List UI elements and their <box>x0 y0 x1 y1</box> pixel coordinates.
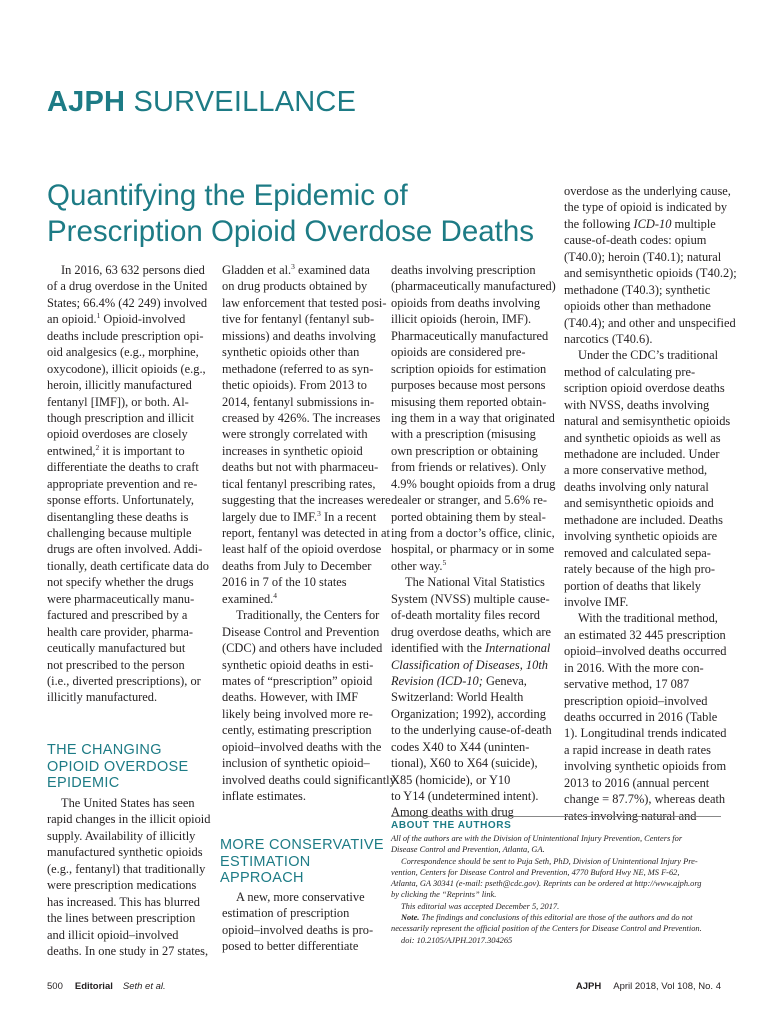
column-2-continued <box>222 889 380 955</box>
text-line: deaths involving only natural <box>564 479 709 494</box>
text-line: method of calculating pre- <box>564 364 696 379</box>
text-line: codes X40 to X44 (uninten- <box>391 739 530 754</box>
text-line: appropriate prevention and re- <box>47 476 198 491</box>
about-body <box>391 833 721 946</box>
text-line: opioid–involved deaths with the <box>222 739 382 754</box>
text-line: involving synthetic opioids from <box>564 759 727 774</box>
text-line: The National Vital Statistics <box>405 575 545 590</box>
text-line: ceutically manufactured but <box>47 641 186 656</box>
text-line: were prescription medications <box>47 878 197 893</box>
text-line: thetic opioids). From 2013 to <box>222 378 367 393</box>
text-line: 2013 to 2016 (annual percent <box>564 775 710 790</box>
text-line: mates of “prescription” opioid <box>222 673 373 688</box>
about-line: by clicking the “Reprints” link. <box>391 890 497 900</box>
text-line: creased by 426%. The increases <box>222 410 381 425</box>
text-line: in 2016. With the more con- <box>564 660 704 675</box>
text-line: removed and calculated sepa- <box>564 545 711 560</box>
text-line: natural and semisynthetic opioids <box>564 414 731 429</box>
text-line: tionally, death certificate data do <box>47 558 209 573</box>
text-line: oid analgesics (e.g., morphine, <box>47 345 199 360</box>
text-line: ported obtaining them by steal- <box>391 509 546 524</box>
text-line: estimation of prescription <box>222 906 350 921</box>
text-line: challenging because multiple <box>47 526 192 540</box>
text-line: cently, estimating prescription <box>222 723 372 738</box>
text-line: illicit opioids (heroin, IMF). <box>391 312 532 327</box>
about-line: vention, Centers for Disease Control and Prevention, 4770 Buford Hwy NE, MS F-62, <box>391 867 680 877</box>
article-type: Editorial <box>74 981 113 992</box>
about-line: Atlanta, GA 30341 (e-mail: pseth@cdc.gov). Reprints can be ordered at http://www.ajph.org <box>391 879 702 889</box>
text-line: Organization; 1992), according <box>391 706 546 721</box>
text-line: and semisynthetic opioids and <box>564 496 714 511</box>
text-line: synthetic opioid deaths in esti- <box>222 657 374 672</box>
text-line: overdose as the underlying cause, <box>564 184 731 198</box>
text-line: servative method, 17 087 <box>564 677 690 692</box>
text-line: Switzerland: World Health <box>391 690 524 705</box>
text-line: law enforcement that tested posi- <box>222 295 387 310</box>
text-line: 1). Longitudinal trends indicated <box>564 726 727 741</box>
text-line: own prescription or obtaining <box>391 443 538 458</box>
text-line: rates involving natural and <box>564 808 697 823</box>
text-line: opioids are considered pre- <box>391 345 526 360</box>
column-1-continued <box>47 795 209 959</box>
text-line: misusing them reported obtain- <box>391 394 547 409</box>
text-line: least half of the opioid overdose <box>222 542 382 557</box>
text-line: methadone (T40.3); synthetic <box>564 282 711 297</box>
text-line: an estimated 32 445 prescription <box>564 627 726 642</box>
column-1 <box>47 262 209 706</box>
text-line: Pharmaceutically manufactured <box>391 328 549 343</box>
text-line: a rapid increase in death rates <box>564 742 711 757</box>
footer-right <box>576 981 721 992</box>
text-line: were strongly correlated with <box>222 427 368 442</box>
text-line: differentiate the deaths to craft <box>47 460 199 475</box>
text-line: cause-of-death codes: opium <box>564 233 707 248</box>
text-line: (i.e., diverted prescriptions), or <box>47 673 201 688</box>
text-line: report, fentanyl was detected in at <box>222 526 390 540</box>
text-line: health care provider, pharma- <box>47 624 194 639</box>
text-line: With the traditional method, <box>578 611 718 626</box>
page-number: 500 <box>47 981 63 992</box>
about-line: This editorial was accepted December 5, 2017. <box>401 901 560 911</box>
text-line: to the underlying cause-of-death <box>391 723 552 738</box>
text-line: opioid overdoses are closely <box>47 427 188 442</box>
text-line: A new, more conservative <box>236 890 365 904</box>
subheading-changing-epidemic <box>47 742 188 792</box>
text-line: inflate estimates. <box>222 789 306 803</box>
text-line: (pharmaceutically manufactured) <box>391 279 556 294</box>
text-line: disentangling these deaths is <box>47 509 189 524</box>
text-line: missions) and deaths involving <box>222 328 376 343</box>
text-line: largely due to IMF.$^3$ In a recent <box>222 508 377 524</box>
text-line: ing from a doctor’s office, clinic, <box>391 526 555 540</box>
subheading-line: OPIOID OVERDOSE <box>47 758 189 775</box>
title-line: Prescription Opioid Overdose Deaths <box>47 215 534 248</box>
text-line: synthetic opioids other than <box>222 345 360 360</box>
text-line: methadone (referred to as syn- <box>222 361 374 376</box>
text-line: factured and prescribed by a <box>47 608 188 623</box>
text-line: rately because of the high pro- <box>564 562 716 577</box>
text-line: Disease Control and Prevention <box>222 624 380 639</box>
text-line: an opioid.$^1$ Opioid-involved <box>47 311 186 327</box>
text-line: oxycodone), illicit opioids (e.g., <box>47 361 206 376</box>
text-line: posed to better differentiate <box>222 939 359 954</box>
text-line: suggesting that the increases were <box>222 493 391 508</box>
text-line: rapid changes in the illicit opioid <box>47 812 211 827</box>
text-line: on drug products obtained by <box>222 279 368 294</box>
subheading-conservative-approach <box>220 837 384 887</box>
text-line: opioids other than methadone <box>564 299 711 314</box>
about-heading: ABOUT THE AUTHORS <box>391 820 512 831</box>
about-line: Correspondence should be sent to Puja Seth, PhD, Division of Unintentional Injury Pre- <box>401 856 698 866</box>
text-line: and semisynthetic opioids (T40.2); <box>564 266 737 281</box>
text-line: dealer or stranger, and 5.6% re- <box>391 493 548 508</box>
footer-issue: April 2018, Vol 108, No. 4 <box>613 981 721 992</box>
text-line: the type of opioid is indicated by <box>564 200 728 215</box>
text-line: inclusion of synthetic opioid– <box>222 756 370 771</box>
about-line: All of the authors are with the Division of Unintentional Injury Prevention, Centers for <box>391 834 683 843</box>
text-line: involving synthetic opioids are <box>564 529 718 544</box>
text-line: manufactured synthetic opioids <box>47 845 203 860</box>
about-line: Note. The findings and conclusions of this editorial are those of the authors and do not <box>401 913 693 923</box>
footer-left <box>47 981 166 992</box>
text-line: of-death mortality files record <box>391 608 540 623</box>
text-line: methadone are included. Deaths <box>564 512 723 527</box>
text-line: opioid–involved deaths occurred <box>564 644 727 659</box>
text-line: increases in synthetic opioid <box>222 443 363 458</box>
text-line: deaths occurred in 2016 (Table <box>564 710 718 724</box>
text-line: has increased. This has blurred <box>47 894 200 909</box>
text-line: (e.g., fentanyl) that traditionally <box>47 861 206 876</box>
text-line: (CDC) and others have included <box>222 641 383 656</box>
text-line: and illicit opioid–involved <box>47 927 179 942</box>
text-line: sponse efforts. Unfortunately, <box>47 493 194 508</box>
about-line: Disease Control and Prevention, Atlanta, GA. <box>391 845 545 855</box>
text-line: deaths. However, with IMF <box>222 690 359 705</box>
text-line: deaths include prescription opi- <box>47 328 204 343</box>
subheading-line: EPIDEMIC <box>47 775 120 791</box>
text-line: heroin, illicitly manufactured <box>47 378 192 393</box>
text-line: likely being involved more re- <box>222 706 373 721</box>
text-line: drugs are often involved. Addi- <box>47 542 203 557</box>
about-line: doi: 10.2105/AJPH.2017.304265 <box>401 935 513 945</box>
text-line: the following ICD-10 multiple <box>564 216 716 231</box>
text-line: portion of deaths that likely <box>564 578 701 593</box>
text-line: identified with the International <box>391 641 551 656</box>
text-line: X85 (homicide), or Y10 <box>391 772 511 787</box>
text-line: (T40.4); and other and unspecified <box>564 315 736 330</box>
text-line: scription opioid overdose deaths <box>564 381 725 396</box>
text-line: scription opioids for estimation <box>391 361 547 376</box>
text-line: a more conservative method, <box>564 463 708 478</box>
subheading-line: MORE CONSERVATIVE <box>220 837 384 853</box>
text-line: deaths from July to December <box>222 558 372 573</box>
column-4 <box>564 183 737 824</box>
section-header <box>47 86 356 119</box>
text-line: examined.$^4$ <box>222 590 278 606</box>
text-line: tical fentanyl prescribing rates, <box>222 476 376 491</box>
text-line: opioids from deaths involving <box>391 295 541 310</box>
text-line: States; 66.4% (42 249) involved <box>47 295 208 310</box>
text-line: with NVSS, deaths involving <box>564 397 710 412</box>
text-line: The United States has seen <box>61 796 195 810</box>
footer-authors: Seth et al. <box>122 981 166 992</box>
text-line: with a prescription (misusing <box>391 427 536 442</box>
title-line: Quantifying the Epidemic of <box>47 179 408 212</box>
text-line: from friends or relatives). Only <box>391 460 547 475</box>
text-line: deaths. In one study in 27 states, <box>47 943 209 958</box>
text-line: to Y14 (undetermined intent). <box>391 789 539 803</box>
text-line: deaths involving prescription <box>391 263 536 277</box>
text-line: tive for fentanyl (fentanyl sub- <box>222 312 375 327</box>
journal-brand: AJPH <box>47 86 126 118</box>
text-line: methadone are included. Under <box>564 447 720 461</box>
text-line: (T40.0); heroin (T40.1); natural <box>564 249 722 264</box>
text-line: purposes because most persons <box>391 378 546 393</box>
about-line: necessarily represent the official position of the Centers for Disease Control and Prevention. <box>391 924 702 934</box>
footer-journal: AJPH <box>575 981 602 992</box>
text-line: entwined,$^2$ it is important to <box>47 442 185 458</box>
column-3 <box>391 262 556 821</box>
text-line: the lines between prescription <box>47 911 196 926</box>
text-line: deaths but not with pharmaceu- <box>222 460 379 475</box>
about-the-authors <box>391 816 721 946</box>
text-line: ing them in a way that originated <box>391 410 555 425</box>
text-line: not prescribed to the person <box>47 657 185 672</box>
text-line: other way.$^5$ <box>391 557 447 573</box>
text-line: Under the CDC’s traditional <box>578 348 719 363</box>
text-line: Gladden et al.$^3$ examined data <box>222 262 370 277</box>
subheading-line: THE CHANGING <box>47 742 162 758</box>
text-line: Traditionally, the Centers for <box>236 608 380 623</box>
text-line: prescription opioid–involved <box>564 693 708 708</box>
text-line: and synthetic opioids as well as <box>564 430 721 445</box>
column-2 <box>222 262 396 804</box>
text-line: though prescription and illicit <box>47 410 194 425</box>
text-line: were pharmaceutically manu- <box>47 591 195 606</box>
text-line: hospital, or pharmacy or in some <box>391 542 555 557</box>
text-line: Classification of Diseases, 10th <box>391 657 548 672</box>
text-line: change = 87.7%), whereas death <box>564 792 726 807</box>
text-line: not specify whether the drugs <box>47 575 194 590</box>
text-line: 4.9% bought opioids from a drug <box>391 476 556 491</box>
section-name: SURVEILLANCE <box>133 86 357 118</box>
text-line: In 2016, 63 632 persons died <box>61 263 205 277</box>
text-line: of a drug overdose in the United <box>47 279 208 294</box>
article-title <box>47 178 567 250</box>
text-line: involve IMF. <box>564 594 629 609</box>
text-line: 2016 in 7 of the 10 states <box>222 575 347 590</box>
text-line: tional), X60 to X64 (suicide), <box>391 756 538 771</box>
text-line: narcotics (T40.6). <box>564 331 653 346</box>
text-line: Revision (ICD-10; Geneva, <box>391 673 527 688</box>
text-line: involved deaths could significantly <box>222 772 396 787</box>
text-line: 2014, fentanyl submissions in- <box>222 394 375 409</box>
text-line: fentanyl [IMF]), or both. Al- <box>47 394 189 409</box>
subheading-line: APPROACH <box>220 870 304 886</box>
text-line: System (NVSS) multiple cause- <box>391 591 550 606</box>
subheading-line: ESTIMATION <box>220 853 311 870</box>
text-line: Among deaths with drug <box>391 805 514 820</box>
text-line: opioid–involved deaths is pro- <box>222 922 374 937</box>
text-line: illicitly manufactured. <box>47 690 158 705</box>
text-line: drug overdose deaths, which are <box>391 624 551 639</box>
text-line: supply. Availability of illicitly <box>47 828 196 843</box>
